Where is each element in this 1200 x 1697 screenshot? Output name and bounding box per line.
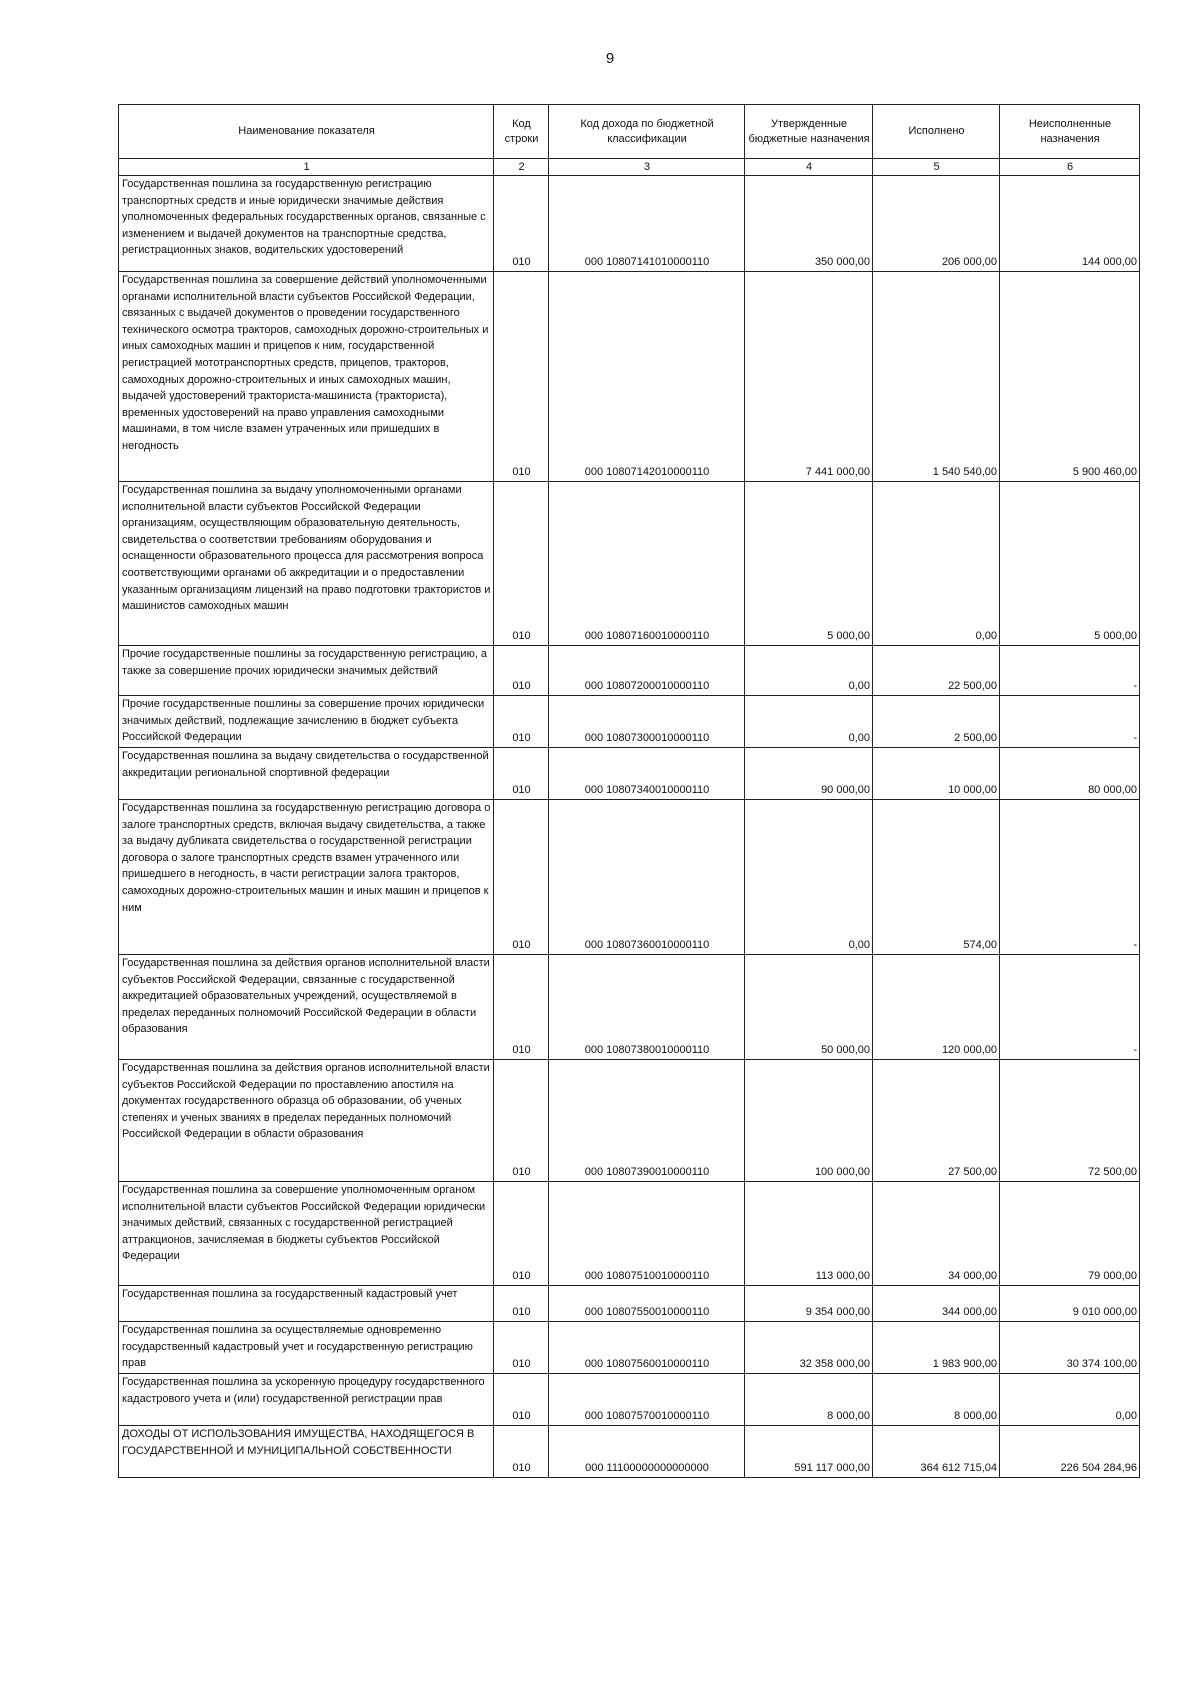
approved-amount: 113 000,00 (745, 1182, 873, 1286)
row-code: 010 (494, 646, 549, 696)
table-row (119, 646, 1140, 696)
approved-amount: 100 000,00 (745, 1060, 873, 1182)
budget-classification-code: 000 10807200010000110 (549, 646, 745, 696)
row-code: 010 (494, 1060, 549, 1182)
row-code: 010 (494, 1286, 549, 1322)
budget-classification-code: 000 10807142010000110 (549, 272, 745, 482)
table-row (119, 1322, 1140, 1374)
approved-amount: 9 354 000,00 (745, 1286, 873, 1322)
unexecuted-amount: 5 000,00 (1000, 482, 1140, 646)
row-code: 010 (494, 176, 549, 272)
unexecuted-amount: 80 000,00 (1000, 748, 1140, 800)
budget-classification-code: 000 10807570010000110 (549, 1374, 745, 1426)
row-code: 010 (494, 1322, 549, 1374)
indicator-name: Государственная пошлина за государственную регистрацию договора о залоге транспортных средств, включая выдачу свидетельства, а также за выдачу дубликата свидетельства о государственной регистрации договора о залоге транспортных средств взамен утраченного или пришедшего в негодность, в части регистрации залога тракторов, самоходных дорожно-строительных машин и иных машин и прицепов к ним (119, 800, 494, 955)
header-indicator-name: Наименование показателя (119, 105, 494, 159)
row-code: 010 (494, 1426, 549, 1478)
budget-classification-code: 000 10807141010000110 (549, 176, 745, 272)
unexecuted-amount: 72 500,00 (1000, 1060, 1140, 1182)
column-number-row (119, 159, 1140, 176)
table-row (119, 176, 1140, 272)
column-number: 4 (745, 159, 873, 176)
row-code: 010 (494, 1182, 549, 1286)
column-number: 6 (1000, 159, 1140, 176)
column-number: 1 (119, 159, 494, 176)
row-code: 010 (494, 800, 549, 955)
unexecuted-amount: 79 000,00 (1000, 1182, 1140, 1286)
budget-execution-table (118, 104, 1140, 1478)
executed-amount: 34 000,00 (873, 1182, 1000, 1286)
executed-amount: 344 000,00 (873, 1286, 1000, 1322)
unexecuted-amount: 0,00 (1000, 1374, 1140, 1426)
table-row (119, 748, 1140, 800)
budget-classification-code: 000 10807560010000110 (549, 1322, 745, 1374)
unexecuted-amount: - (1000, 800, 1140, 955)
table-row (119, 1286, 1140, 1322)
table-row (119, 1182, 1140, 1286)
table-row (119, 1060, 1140, 1182)
unexecuted-amount: 226 504 284,96 (1000, 1426, 1140, 1478)
indicator-name: Государственная пошлина за выдачу уполномоченными органами исполнительной власти субъектов Российской Федерации организациям, осуществляющим образовательную деятельность, свидетельства о соответствии требованиям оборудования и оснащенности образовательного процесса для рассмотрения вопроса соответствующими органами об аккредитации и о предоставлении указанным организациям лицензий на право подготовки трактористов и машинистов самоходных машин (119, 482, 494, 646)
indicator-name: Государственная пошлина за государственный кадастровый учет (119, 1286, 494, 1322)
indicator-name: Государственная пошлина за государственную регистрацию транспортных средств и иные юридически значимые действия уполномоченных федеральных государственных органов, связанные с изменением и выдачей документов на транспортные средства, регистрационных знаков, водительских удостоверений (119, 176, 494, 272)
indicator-name: Государственная пошлина за совершение действий уполномоченными органами исполнительной власти субъектов Российской Федерации, связанных с выдачей документов о проведении государственного технического осмотра тракторов, самоходных дорожно-строительных и иных самоходных машин и прицепов к ним, государственной регистрацией мототранспортных средств, прицепов, тракторов, самоходных дорожно-строительных и иных самоходных машин, выдачей удостоверений тракториста-машиниста (тракториста), временных удостоверений на право управления самоходными машинами, в том числе взамен утраченных или пришедших в негодность (119, 272, 494, 482)
indicator-name: Прочие государственные пошлины за государственную регистрацию, а также за совершение прочих юридически значимых действий (119, 646, 494, 696)
header-executed: Исполнено (873, 105, 1000, 159)
indicator-name: ДОХОДЫ ОТ ИСПОЛЬЗОВАНИЯ ИМУЩЕСТВА, НАХОДЯЩЕГОСЯ В ГОСУДАРСТВЕННОЙ И МУНИЦИПАЛЬНОЙ СОБСТВЕННОСТИ (119, 1426, 494, 1478)
executed-amount: 8 000,00 (873, 1374, 1000, 1426)
table-row (119, 696, 1140, 748)
table-row (119, 1374, 1140, 1426)
indicator-name: Государственная пошлина за действия органов исполнительной власти субъектов Российской Федерации, связанные с государственной аккредитацией образовательных учреждений, осуществляемой в пределах переданных полномочий Российской Федерации в области образования (119, 955, 494, 1060)
unexecuted-amount: 30 374 100,00 (1000, 1322, 1140, 1374)
approved-amount: 7 441 000,00 (745, 272, 873, 482)
table-row (119, 800, 1140, 955)
executed-amount: 364 612 715,04 (873, 1426, 1000, 1478)
indicator-name: Прочие государственные пошлины за совершение прочих юридически значимых действий, подлежащие зачислению в бюджет субъекта Российской Федерации (119, 696, 494, 748)
approved-amount: 32 358 000,00 (745, 1322, 873, 1374)
budget-classification-code: 000 11100000000000000 (549, 1426, 745, 1478)
table-row (119, 955, 1140, 1060)
unexecuted-amount: 5 900 460,00 (1000, 272, 1140, 482)
row-code: 010 (494, 696, 549, 748)
table-row (119, 1426, 1140, 1478)
executed-amount: 22 500,00 (873, 646, 1000, 696)
budget-classification-code: 000 10807380010000110 (549, 955, 745, 1060)
approved-amount: 591 117 000,00 (745, 1426, 873, 1478)
unexecuted-amount: - (1000, 955, 1140, 1060)
approved-amount: 0,00 (745, 800, 873, 955)
row-code: 010 (494, 1374, 549, 1426)
executed-amount: 2 500,00 (873, 696, 1000, 748)
approved-amount: 8 000,00 (745, 1374, 873, 1426)
executed-amount: 120 000,00 (873, 955, 1000, 1060)
approved-amount: 5 000,00 (745, 482, 873, 646)
executed-amount: 10 000,00 (873, 748, 1000, 800)
unexecuted-amount: 9 010 000,00 (1000, 1286, 1140, 1322)
indicator-name: Государственная пошлина за совершение уполномоченным органом исполнительной власти субъектов Российской Федерации юридически значимых действий, связанных с государственной регистрацией аттракционов, зачисляемая в бюджеты субъектов Российской Федерации (119, 1182, 494, 1286)
row-code: 010 (494, 955, 549, 1060)
row-code: 010 (494, 482, 549, 646)
budget-classification-code: 000 10807340010000110 (549, 748, 745, 800)
budget-classification-code: 000 10807160010000110 (549, 482, 745, 646)
approved-amount: 90 000,00 (745, 748, 873, 800)
page-number: 9 (605, 50, 615, 67)
budget-classification-code: 000 10807510010000110 (549, 1182, 745, 1286)
column-number: 2 (494, 159, 549, 176)
table-row (119, 272, 1140, 482)
approved-amount: 0,00 (745, 696, 873, 748)
executed-amount: 206 000,00 (873, 176, 1000, 272)
indicator-name: Государственная пошлина за осуществляемые одновременно государственный кадастровый учет и государственную регистрацию прав (119, 1322, 494, 1374)
row-code: 010 (494, 272, 549, 482)
indicator-name: Государственная пошлина за выдачу свидетельства о государственной аккредитации региональной спортивной федерации (119, 748, 494, 800)
budget-classification-code: 000 10807360010000110 (549, 800, 745, 955)
executed-amount: 1 540 540,00 (873, 272, 1000, 482)
header-row (119, 105, 1140, 159)
header-approved-appropriations: Утвержденные бюджетные назначения (745, 105, 873, 159)
unexecuted-amount: 144 000,00 (1000, 176, 1140, 272)
indicator-name: Государственная пошлина за ускоренную процедуру государственного кадастрового учета и (или) государственной регистрации прав (119, 1374, 494, 1426)
row-code: 010 (494, 748, 549, 800)
table-row (119, 482, 1140, 646)
approved-amount: 50 000,00 (745, 955, 873, 1060)
executed-amount: 27 500,00 (873, 1060, 1000, 1182)
approved-amount: 350 000,00 (745, 176, 873, 272)
executed-amount: 0,00 (873, 482, 1000, 646)
budget-classification-code: 000 10807390010000110 (549, 1060, 745, 1182)
budget-classification-code: 000 10807550010000110 (549, 1286, 745, 1322)
header-budget-classification-code: Код дохода по бюджетной классификации (549, 105, 745, 159)
executed-amount: 1 983 900,00 (873, 1322, 1000, 1374)
column-number: 3 (549, 159, 745, 176)
indicator-name: Государственная пошлина за действия органов исполнительной власти субъектов Российской Федерации по проставлению апостиля на документах государственного образца об образовании, об ученых степенях и ученых званиях в пределах переданных полномочий Российской Федерации в области образования (119, 1060, 494, 1182)
unexecuted-amount: - (1000, 646, 1140, 696)
header-unexecuted-appropriations: Неисполненные назначения (1000, 105, 1140, 159)
budget-classification-code: 000 10807300010000110 (549, 696, 745, 748)
header-row-code: Код строки (494, 105, 549, 159)
unexecuted-amount: - (1000, 696, 1140, 748)
approved-amount: 0,00 (745, 646, 873, 696)
executed-amount: 574,00 (873, 800, 1000, 955)
column-number: 5 (873, 159, 1000, 176)
